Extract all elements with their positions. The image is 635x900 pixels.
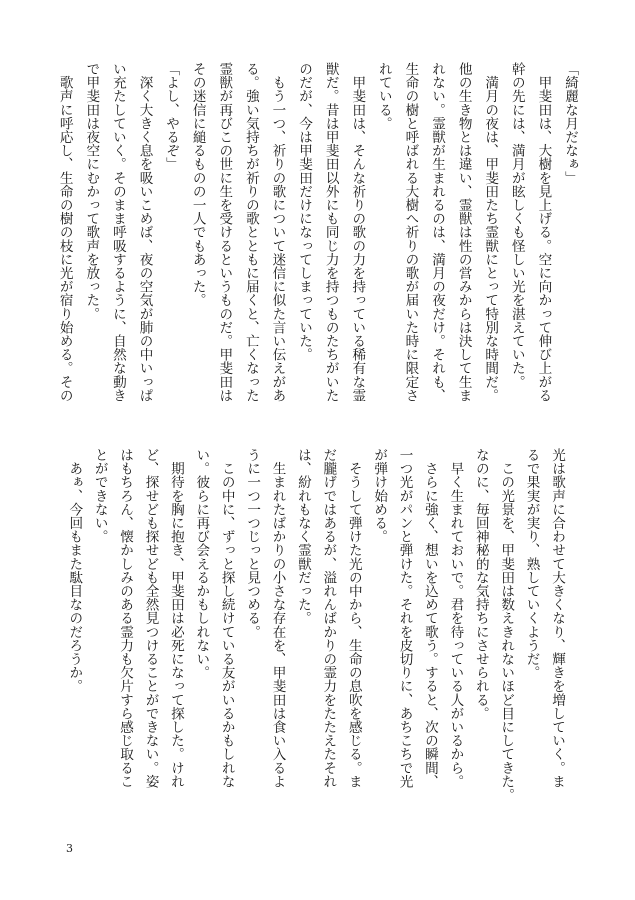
text-line: なのに、毎回神秘的な気持ちにさせられる。 <box>472 448 489 720</box>
text-line: 光は歌声に合わせて大きくなり、輝きを増していく。ま <box>549 448 565 788</box>
text-line: 満月の夜は、甲斐田たち霊獣にとって特別な時間だ。 <box>482 62 499 402</box>
text-line: うに一つ一つじっと見つめる。 <box>244 448 261 639</box>
lower-text-block <box>66 448 569 802</box>
text-line: 歌声に呼応し、生命の樹の枝に光が宿り始める。その <box>56 62 73 402</box>
text-line: 一つ光がパンと弾けた。それを皮切りに、あちこちで光 <box>396 448 413 788</box>
text-line: 幹の先には、満月が眩しくも怪しい光を湛えていた。 <box>508 62 525 389</box>
text-line: とができない。 <box>91 448 108 544</box>
page-number: 3 <box>66 842 73 855</box>
text-line: 早く生まれておいで。君を待っている人がいるから。 <box>447 448 464 788</box>
text-line: あぁ、今回もまた駄目なのだろうか。 <box>66 448 83 693</box>
text-line: が弾け始める。 <box>371 448 388 544</box>
text-line: はもちろん、懐かしみのある霊力も欠片すら感じ取るこ <box>117 448 134 788</box>
text-line: そうして弾けた光の中から、生命の息吹を感じる。ま <box>345 448 362 788</box>
text-line: い充たしていく。そのまま呼吸するように、自然な動き <box>109 62 126 402</box>
text-line: 他の生き物とは違い、霊獣は性の営みからは決して生ま <box>455 62 472 402</box>
text-line: は、紛れもなく霊獣だった。 <box>294 448 311 625</box>
upper-text-block <box>56 62 583 407</box>
text-line: だ朧げではあるが、溢れんばかりの霊力をたたえたそれ <box>320 448 337 788</box>
text-line: この光景を、甲斐田は数えきれないほど目にしてきた。 <box>498 448 515 802</box>
text-line: 甲斐田は、そんな祈りの歌の力を持っている稀有な霊 <box>349 62 366 402</box>
text-line: 深く大きく息を吸いこめば、夜の空気が肺の中いっぱ <box>136 62 153 402</box>
text-line: その迷信に縋るものの一人でもあった。 <box>189 62 206 307</box>
text-line: 生命の樹と呼ばれる大樹へ祈りの歌が届いた時に限定さ <box>402 62 419 402</box>
text-line: 甲斐田は、大樹を見上げる。空に向かって伸び上がる <box>535 62 552 402</box>
text-line: るで果実が実り、熟していくようだ。 <box>523 448 540 680</box>
text-line: る。強い気持ちが祈りの歌とともに届くと、亡くなった <box>242 62 259 402</box>
text-line: 生まれたばかりの小さな存在を、甲斐田は食い入るよ <box>269 448 286 788</box>
text-line: で甲斐田は夜空にむかって歌声を放った。 <box>83 62 100 321</box>
text-line: 霊獣が再びこの世に生を受けるというものだ。甲斐田は <box>216 62 233 402</box>
text-line: この中に、ずっと探し続けている友がいるかもしれな <box>218 448 235 788</box>
text-line: もう一つ、祈りの歌について迷信に似た言い伝えがあ <box>269 62 286 402</box>
text-line: れない。霊獣が生まれるのは、満月の夜だけ。それも、 <box>429 62 446 402</box>
text-line: ど、探せども探せども全然見つけることができない。姿 <box>142 448 159 788</box>
text-line: 「よし、やるぞ」 <box>163 62 180 171</box>
text-line: のだが、今は甲斐田だけになってしまっていた。 <box>296 62 313 362</box>
text-line: 期待を胸に抱き、甲斐田は必死になって探した。けれ <box>167 448 184 788</box>
text-line: 獣だ。昔は甲斐田以外にも同じ力を持つものたちがいた <box>322 62 339 402</box>
text-line: 「綺麗な月だなぁ」 <box>562 62 578 185</box>
text-line: い。彼らに再び会えるかもしれない。 <box>193 448 210 680</box>
text-line: れている。 <box>375 62 392 130</box>
text-line: さらに強く、想いを込めて歌う。すると、次の瞬間、 <box>421 448 438 788</box>
